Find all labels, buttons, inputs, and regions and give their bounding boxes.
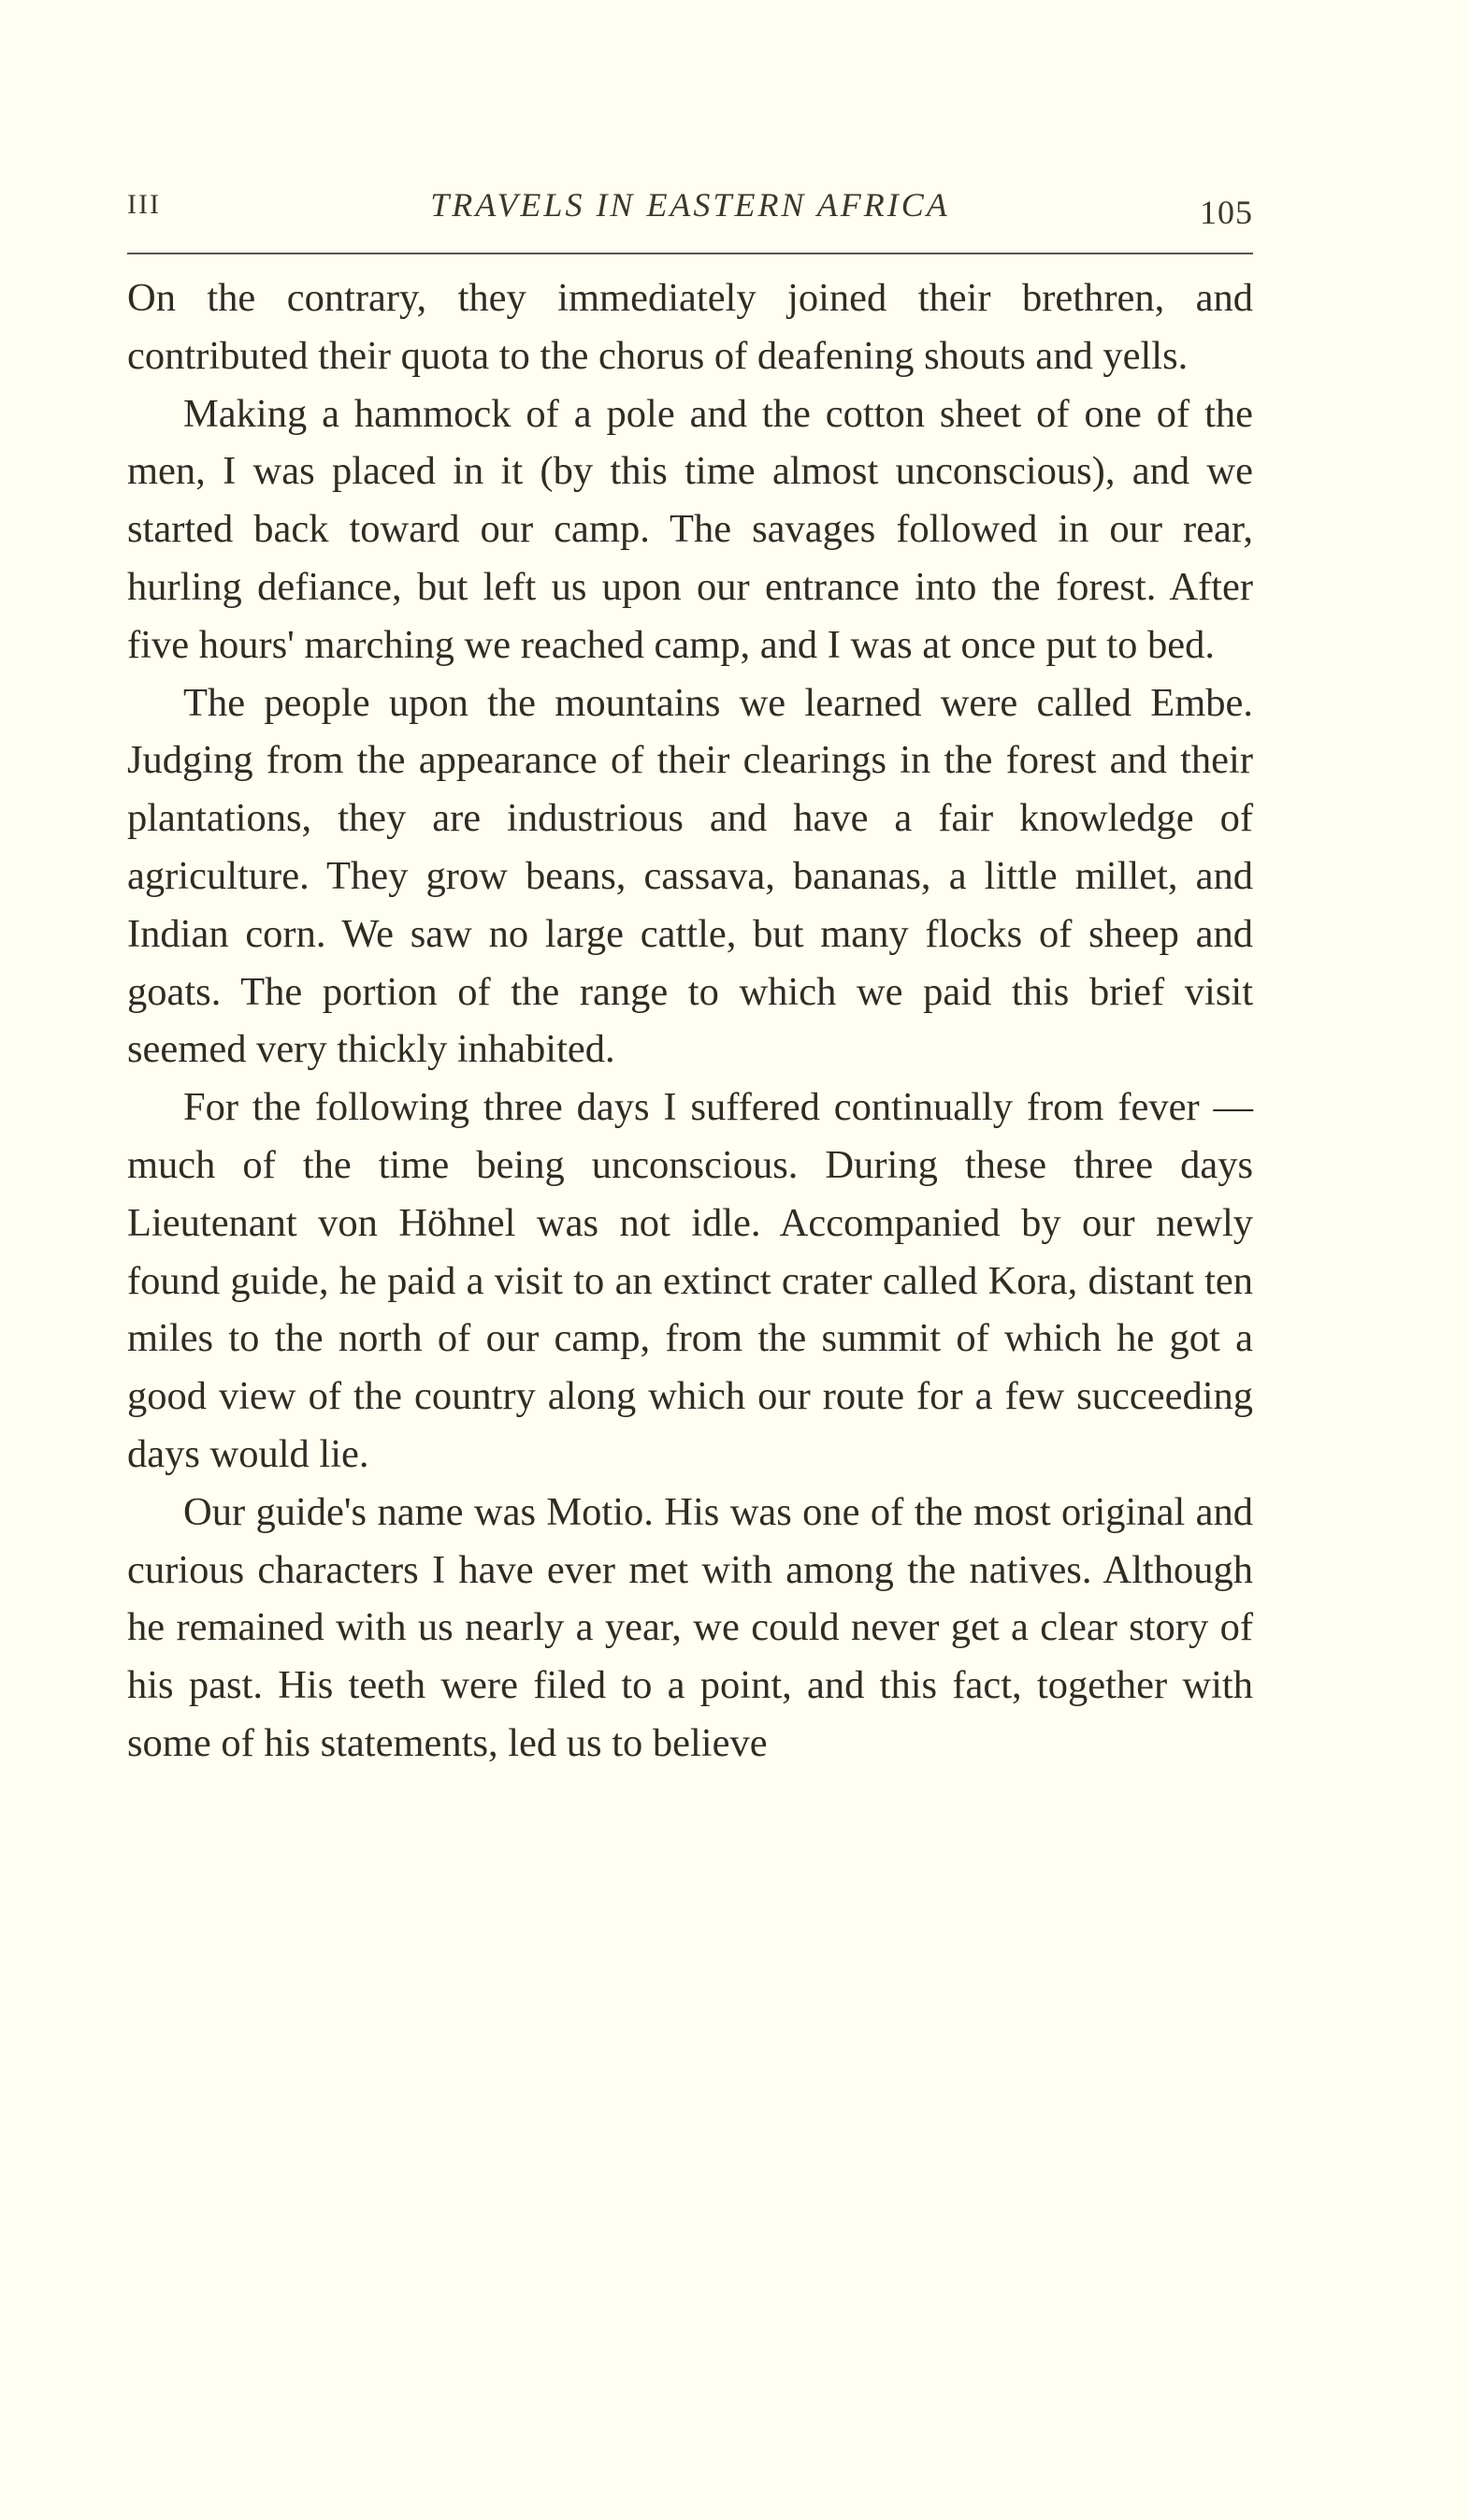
page-number: 105 bbox=[1200, 194, 1253, 231]
header-rule bbox=[127, 253, 1253, 254]
chapter-number: III bbox=[127, 189, 161, 220]
paragraph-2: Making a hammock of a pole and the cotton sheet of one of the men, I was placed in it (by this time almost unconscious), and we started back toward our camp. The savages followed in our rear, hurling defiance, but left us upon our entrance into the forest. After five hours' marching we reached camp, and I was at once put to bed. bbox=[127, 391, 1253, 667]
running-title: TRAVELS IN EASTERN AFRICA bbox=[430, 186, 950, 224]
paragraph-4: For the following three days I suffered continually from fever — much of the time being unconscious. During these three days Lieutenant von Höhnel was not idle. Accompanied by our newly found guide, he paid a visit to an extinct crater called Kora, distant ten miles to the north of our camp, from the summit of which he got a good view of the country along which our route for a few succeeding days would lie. bbox=[127, 1085, 1253, 1476]
running-head bbox=[127, 185, 1253, 241]
paragraph-1: On the contrary, they immediately joined their brethren, and contributed their quota to the chorus of deafening shouts and yells. bbox=[127, 276, 1253, 378]
paragraph-5: Our guide's name was Motio. His was one of the most original and curious characters I have ever met with among the natives. Although he remained with us nearly a year, we could never get a clear story of his past. His teeth were filed to a point, and this fact, together with some of his statements, led us to believe bbox=[127, 1489, 1253, 1765]
body-text bbox=[127, 269, 1253, 1773]
paragraph-3: The people upon the mountains we learned were called Embe. Judging from the appearance of their clearings in the forest and their plantations, they are industrious and have a fair knowledge of agriculture. They grow beans, cassava, bananas, a little millet, and Indian corn. We saw no large cattle, but many flocks of sheep and goats. The portion of the range to which we paid this brief visit seemed very thickly inhabited. bbox=[127, 680, 1253, 1072]
